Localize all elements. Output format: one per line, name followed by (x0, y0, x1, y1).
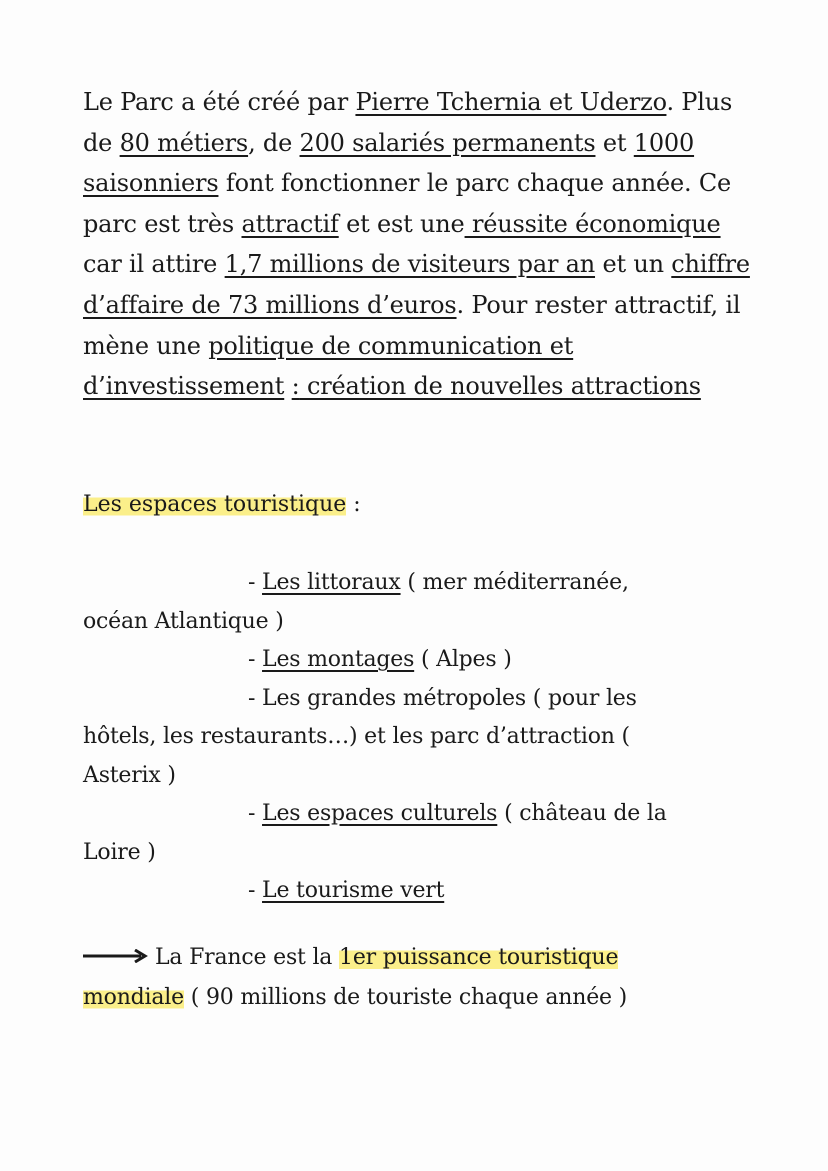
intro-paragraph (83, 82, 763, 407)
list-item-continuation: Loire ) (83, 839, 156, 865)
intro-text: font fonctionner le parc chaque année. Ce parc est très (83, 169, 731, 238)
employees-count: 200 salariés permanents (299, 128, 596, 157)
policy-term: politique de communication et d’investissement (83, 331, 574, 401)
visitors-count: 1,7 millions de visiteurs par an (224, 250, 596, 279)
conclusion-highlight: 1er puissance touristique (339, 945, 619, 970)
list-item (83, 680, 763, 719)
list-item (83, 564, 763, 603)
list-item-detail: ( mer méditerranée, (400, 570, 629, 595)
list-item-label: Les espaces culturels (262, 801, 498, 826)
section-heading (83, 486, 361, 524)
list-item (83, 795, 763, 834)
bullet-dash: - (248, 570, 263, 595)
list-item-label: Les littoraux (262, 570, 401, 595)
intro-text: Le Parc a été créé par (83, 88, 356, 116)
list-item-continuation: océan Atlantique ) (83, 608, 284, 634)
conclusion-text: La France est la (155, 945, 340, 970)
intro-text: et un (595, 250, 672, 279)
conclusion-highlight: mondiale (83, 985, 184, 1010)
intro-text: et est une (338, 209, 465, 238)
list-item (83, 872, 763, 911)
list-item-label: Le tourisme vert (262, 878, 445, 903)
list-item-label: Les grandes métropoles ( pour les (262, 685, 637, 711)
section-title-text: Les espaces touristique (83, 492, 347, 517)
intro-text: , de (248, 128, 300, 157)
bullet-dash: - (248, 685, 263, 711)
tourist-spaces-list (83, 564, 763, 911)
intro-text (284, 372, 291, 400)
section-title-colon: : (346, 492, 361, 517)
colon: : (291, 372, 300, 401)
bullet-dash: - (248, 647, 263, 672)
jobs-count: 80 métiers (119, 128, 249, 157)
list-item-detail: ( Alpes ) (414, 647, 512, 672)
attractive-term: attractif (241, 209, 339, 238)
success-term: réussite économique (464, 209, 721, 238)
intro-text: . Pour rester attractif, il mène une (83, 290, 741, 360)
intro-paragraph-block (83, 82, 763, 407)
intro-text: et (595, 128, 634, 157)
list-item-continuation: hôtels, les restaurants…) et les parc d’attraction ( (83, 724, 630, 749)
list-item-detail: ( château de la (497, 801, 667, 826)
list-item-label: Les montages (262, 647, 415, 672)
intro-text: car il attire (83, 250, 225, 279)
conclusion-text: ( 90 millions de touriste chaque année ) (183, 985, 628, 1010)
list-item-continuation: Asterix ) (83, 762, 176, 788)
creators-link-text: Pierre Tchernia et Uderzo (355, 88, 667, 116)
conclusion-block (83, 938, 763, 1018)
intro-text: . Plus de (83, 88, 733, 157)
seasonal-count: 1000 saisonniers (83, 128, 695, 198)
creation-term: création de nouvelles attractions (299, 372, 701, 401)
list-item (83, 641, 763, 680)
bullet-dash: - (248, 878, 263, 903)
bullet-dash: - (248, 801, 263, 826)
revenue-figure: chiffre d’affaire de 73 millions d’euros (83, 250, 750, 319)
arrow-right-icon (83, 949, 149, 963)
